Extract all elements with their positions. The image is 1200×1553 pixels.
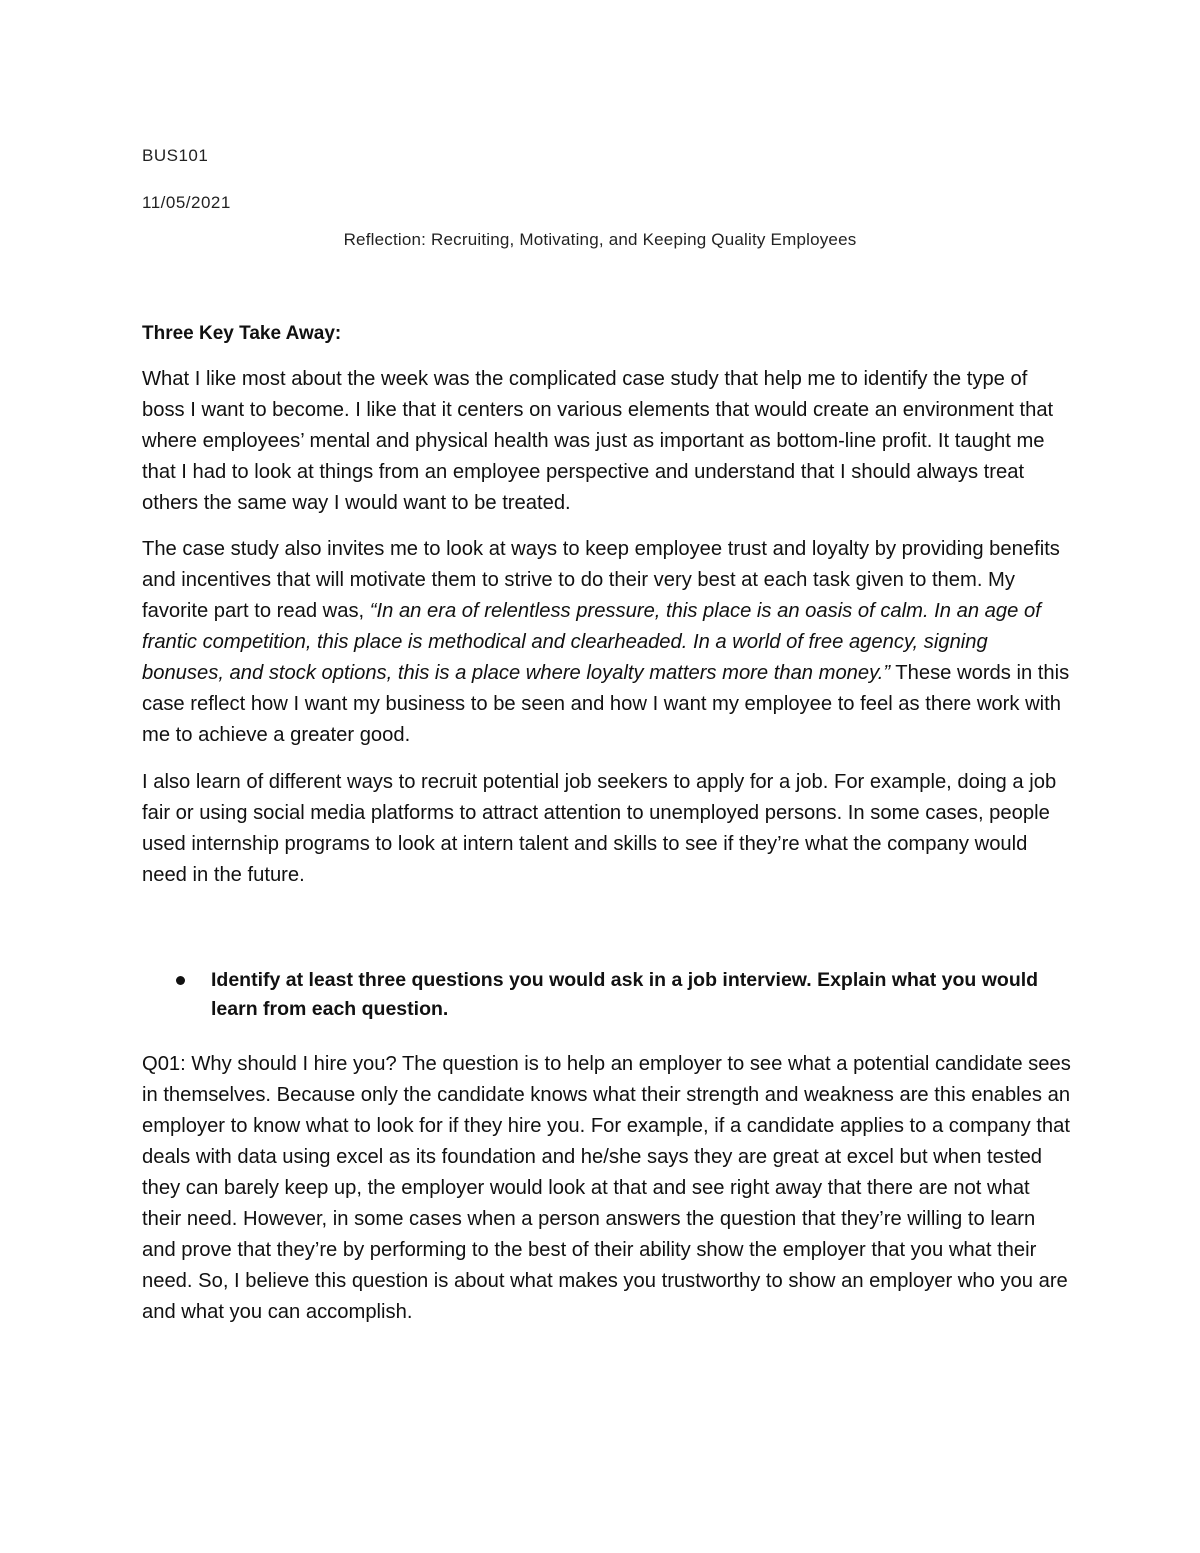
paragraph-2-conclusion: These words in this case reflect how I want my business to be seen and how I want my employee to feel as there work with me to achieve a greater good. [142,662,1070,746]
course-code: BUS101 [142,146,209,165]
paragraph-key-takeaway-3: I also learn of different ways to recruit potential job seekers to apply for a job. For example, doing a job fair or using social media platforms to attract attention to unemployed persons. In some cases, people used internship programs to look at intern talent and skills to see if they’re what the company would need in the future. [142,771,1057,886]
answer-q01: Q01: Why should I hire you? The question is to help an employer to see what a potential candidate sees in themselves. Because only the candidate knows what their strength and weakness are this enables an employer to know what to look for if they hire you. For example, if a candidate applies to a company that deals with data using excel as its foundation and he/she says they are great at excel but when tested they can barely keep up, the employer would look at that and see right away that there are not what their need. However, in some cases when a person answers the question that they’re willing to learn and prove that they’re by performing to the best of their ability show the employer that you what their need. So, I believe this question is about what makes you trustworthy to show an employer who you are and what you can accomplish. [142,1053,1071,1323]
case-study-quote: “In an era of relentless pressure, this place is an oasis of calm. In an age of frantic competition, this place is methodical and clearheaded. In a world of free agency, signing bonuses, and stock options, this is a place where loyalty matters more than money.” [142,600,1041,684]
paragraph-key-takeaway-1: What I like most about the week was the complicated case study that help me to identify the type of boss I want to become. I like that it centers on various elements that would create an environment that where employees’ mental and physical health was just as important as bottom-line profit. It taught me that I had to look at things from an employee perspective and understand that I should always treat others the same way I would want to be treated. [142,368,1054,514]
bullet-icon [176,976,185,985]
document-title: Reflection: Recruiting, Motivating, and Keeping Quality Employees [343,230,857,249]
section-heading: Three Key Take Away: [142,323,342,344]
prompt-text: Identify at least three questions you would ask in a job interview. Explain what you would learn from each question. [211,969,1039,1020]
paragraph-key-takeaway-2 [142,534,1072,751]
paragraph-2-intro: The case study also invites me to look at ways to keep employee trust and loyalty by providing benefits and incentives that will motivate them to strive to do their very best at each task given to them. My favorite part to read was, [142,538,1060,622]
document-date: 11/05/2021 [142,193,231,212]
